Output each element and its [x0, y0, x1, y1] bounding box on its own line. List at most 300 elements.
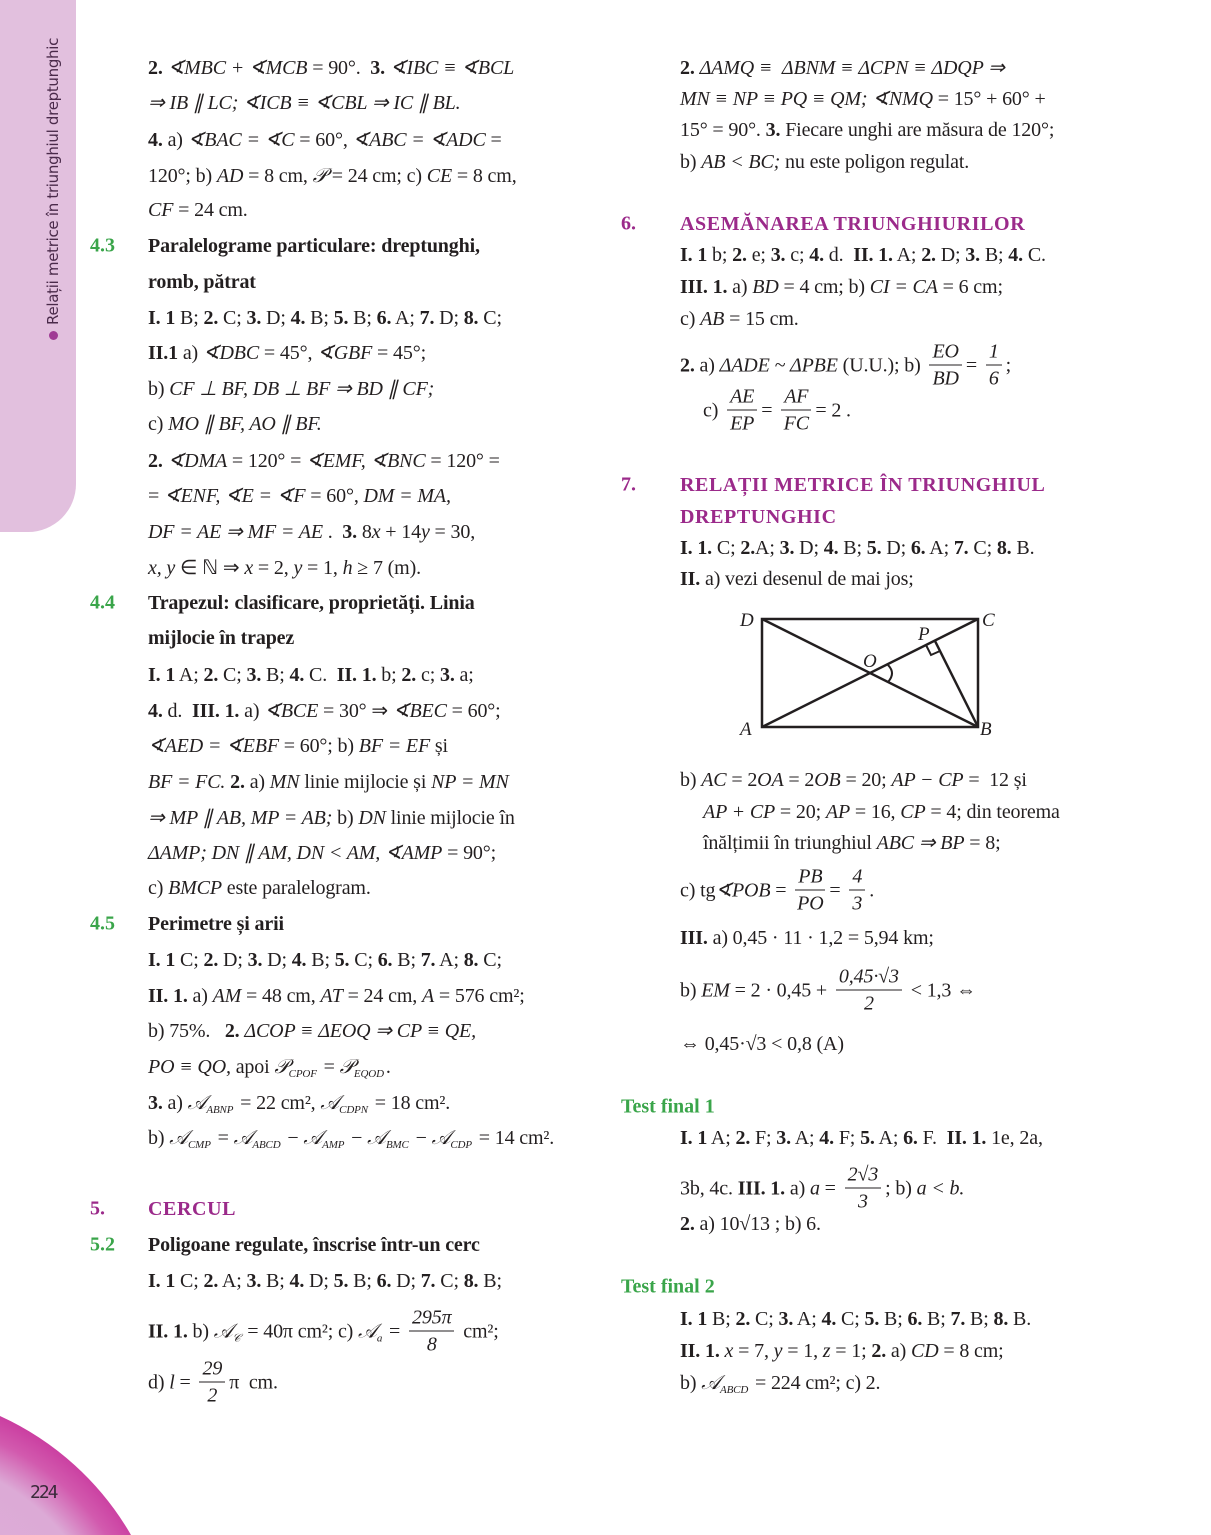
section-heading: Test final 2	[621, 1275, 715, 1298]
text-run: = 30,	[429, 521, 476, 543]
bold-run: 4.	[148, 700, 163, 722]
math-run: AP + CP	[703, 801, 776, 823]
math-run: ∢ENF, ∢E = ∢F	[163, 485, 306, 507]
bold-run: I. 1.	[680, 537, 713, 559]
text-run: = 20;	[775, 801, 826, 823]
bold-run: 2.	[680, 354, 695, 376]
numerator: 1	[986, 339, 1002, 366]
label-o: O	[863, 651, 877, 672]
text-run: D;	[391, 1270, 421, 1292]
answer-line	[148, 663, 474, 687]
answer-line	[148, 198, 248, 222]
text-run: b)	[680, 151, 702, 173]
bold-run: 8.	[996, 537, 1012, 559]
text-run: b)	[332, 807, 359, 829]
text-run: = 8 cm;	[938, 1340, 1004, 1362]
answer-line	[703, 800, 1060, 824]
subscript: CDPN	[339, 1104, 368, 1116]
bold-run: 6.	[377, 949, 393, 971]
section-number: 4.4	[90, 591, 115, 614]
text-run: 15° = 90°.	[680, 119, 766, 141]
subscript: CDP	[450, 1139, 472, 1151]
numerator: AF	[781, 384, 811, 411]
text-run: =	[770, 879, 792, 901]
math-run: ∢BAC = ∢C	[187, 129, 295, 151]
section-title: mijlocie în trapez	[148, 627, 295, 649]
math-run: BD	[752, 276, 779, 298]
math-run: 𝒜	[320, 1092, 340, 1114]
text-run: C;	[218, 664, 247, 686]
denominator: 8	[426, 1333, 437, 1356]
bold-run: 6.	[910, 537, 926, 559]
text-run: = 2	[783, 769, 815, 791]
bold-run: 3.	[246, 664, 262, 686]
text-run: B;	[922, 1308, 951, 1330]
text-run: B;	[306, 949, 335, 971]
text-run: 1e, 2a,	[986, 1127, 1043, 1149]
text-run: c;	[416, 664, 440, 686]
chapter-title: Relații metrice în triunghiul dreptunghic	[44, 37, 62, 325]
text-run: 120°; b)	[148, 165, 217, 187]
answer-line	[680, 1371, 880, 1395]
math-run: AC	[701, 769, 727, 791]
answer-line	[680, 864, 874, 917]
math-run: ⇒ MP ∥ AB, MP = AB;	[148, 807, 333, 829]
text-run: C;	[349, 949, 378, 971]
math-run: l	[169, 1371, 175, 1393]
answer-line	[148, 841, 496, 865]
chapter-tab-label	[44, 38, 62, 340]
text-run: și	[430, 735, 448, 757]
text-run: A;	[175, 664, 204, 686]
text-run: b) 75%.	[148, 1020, 225, 1042]
text-run: = 224 cm²; c) 2.	[750, 1372, 881, 1394]
text-run: = 6 cm;	[937, 276, 1003, 298]
bold-run: 7.	[953, 537, 969, 559]
bold-run: 7.	[419, 307, 435, 329]
bold-run: 2.	[732, 244, 747, 266]
text-run: = 120° =	[227, 450, 307, 472]
answer-line	[680, 1162, 964, 1215]
fraction	[929, 339, 961, 392]
math-run: 𝒜	[431, 1127, 451, 1149]
bold-run: 6.	[903, 1127, 918, 1149]
text-run: = 16,	[850, 801, 901, 823]
math-run: OA	[757, 769, 784, 791]
bold-run: 4.	[291, 949, 307, 971]
math-run: AB < BC;	[701, 151, 781, 173]
answer-line	[680, 1339, 1004, 1363]
text-run: = 20;	[840, 769, 892, 791]
text-run: d.	[823, 244, 854, 266]
numerator: PB	[795, 864, 825, 891]
label-c: C	[982, 610, 995, 631]
bold-run: II. 1.	[336, 664, 377, 686]
text-run: −	[410, 1127, 432, 1149]
page-number: 224	[30, 1482, 57, 1503]
math-run: AT	[320, 985, 343, 1007]
text-run: = 60°; b)	[278, 735, 359, 757]
fraction	[727, 384, 757, 437]
answer-line	[680, 118, 1054, 142]
text-run: .	[869, 879, 875, 901]
text-run: = 18 cm².	[369, 1092, 451, 1114]
answer-line	[703, 831, 1000, 855]
denominator: 2	[863, 992, 874, 1015]
text-run: D;	[881, 537, 911, 559]
subscript: 𝒞	[232, 1332, 241, 1344]
numerator: EO	[929, 339, 961, 366]
bold-run: 5.	[864, 1308, 880, 1330]
math-run: ∢POB	[715, 879, 771, 901]
math-run: DF = AE ⇒ MF = AE	[148, 521, 323, 543]
answer-line	[148, 306, 502, 330]
math-run: x, y	[148, 557, 176, 579]
text-run: a)	[167, 129, 188, 151]
label-d: D	[740, 610, 754, 631]
text-run: = 48 cm,	[241, 985, 321, 1007]
answer-line	[148, 1269, 502, 1293]
subscript: AMP	[322, 1139, 345, 1151]
bold-run: 3.	[246, 1270, 262, 1292]
bold-run: 3.	[776, 1127, 791, 1149]
math-run: 𝒫	[312, 165, 327, 187]
text-run: (U.U.); b)	[837, 354, 926, 376]
bold-run: 5.	[334, 949, 350, 971]
bold-run: 2.	[148, 57, 168, 79]
math-run: ∢EMF, ∢BNC	[306, 450, 426, 472]
bold-run: 4.	[290, 307, 306, 329]
answer-line	[148, 164, 517, 188]
bold-run: 3.	[247, 949, 263, 971]
section-number: 7.	[621, 473, 636, 496]
bold-run: III.	[680, 927, 708, 949]
math-run: ABC ⇒ BP	[876, 832, 965, 854]
bold-run: 2.	[921, 244, 936, 266]
text-run: −	[282, 1127, 304, 1149]
text-run: =	[212, 1127, 234, 1149]
text-run: a) vezi desenul de mai jos;	[700, 568, 914, 590]
text-run: C.	[304, 664, 337, 686]
math-run: CE	[426, 165, 453, 187]
bold-run: 2.	[740, 537, 756, 559]
bold-run: 2.	[203, 664, 219, 686]
bold-run: 4.	[823, 537, 839, 559]
math-run: BF = FC.	[148, 771, 226, 793]
bold-run: 7.	[420, 1270, 436, 1292]
section-heading: Test final 1	[621, 1095, 715, 1118]
bold-run: I. 1	[148, 307, 176, 329]
bold-run: 5.	[860, 1127, 875, 1149]
text-run: a;	[454, 664, 474, 686]
text-run: =	[318, 1056, 340, 1078]
text-run: = 1,	[302, 557, 343, 579]
text-run: nu este poligon regulat.	[780, 151, 970, 173]
bold-run: II.1	[148, 342, 178, 364]
bold-run: 8.	[463, 1270, 479, 1292]
text-run: = 15 cm.	[724, 308, 799, 330]
bold-run: 5.	[333, 1270, 349, 1292]
text-run: C;	[435, 1270, 464, 1292]
math-run: ∢MBC + ∢MCB	[167, 57, 308, 79]
text-run: B;	[965, 1308, 994, 1330]
text-run: b;	[376, 664, 402, 686]
text-run: a)	[162, 1092, 188, 1114]
math-run: 𝒜	[169, 1127, 188, 1149]
subscript: a	[376, 1332, 383, 1344]
text-run: D;	[262, 949, 292, 971]
bold-run: 4.	[289, 1270, 305, 1292]
answer-line	[680, 926, 934, 950]
math-run: ∢ABC = ∢ADC	[352, 129, 486, 151]
answer-line	[680, 87, 1046, 111]
bold-run: 3.	[439, 664, 455, 686]
text-run: a)	[727, 276, 753, 298]
text-run: F.	[917, 1127, 947, 1149]
text-run: = 60°,	[305, 485, 364, 507]
label-p: P	[918, 624, 930, 645]
text-run: A;	[892, 244, 922, 266]
text-run: B;	[261, 664, 290, 686]
math-run: ΔAMQ ≡ ΔBNM ≡ ΔCPN ≡ ΔDQP ⇒	[699, 57, 1005, 79]
bold-run: 2.	[148, 450, 168, 472]
answer-line	[680, 307, 799, 331]
bold-run: 2.	[735, 1308, 751, 1330]
math-run: ∢AED = ∢EBF	[148, 735, 279, 757]
bold-run: 8.	[463, 307, 479, 329]
text-run: B;	[478, 1270, 502, 1292]
bold-run: 7.	[950, 1308, 966, 1330]
text-run: 3b, 4c.	[680, 1177, 738, 1199]
math-run: AM	[212, 985, 242, 1007]
bold-run: 6.	[376, 1270, 392, 1292]
text-run: a)	[785, 1177, 810, 1199]
section-title: Trapezul: clasificare, proprietăți. Linia	[148, 592, 475, 614]
text-run: = 14 cm².	[473, 1127, 555, 1149]
text-run: B;	[879, 1308, 908, 1330]
text-run: = 40π cm²; c)	[242, 1320, 359, 1342]
text-run: linie mijlocie și	[299, 771, 432, 793]
math-run: 𝒫	[339, 1056, 354, 1078]
bullet-icon	[49, 331, 58, 340]
math-run: 𝒜	[367, 1127, 386, 1149]
text-run: b)	[680, 769, 702, 791]
text-run: = 30° ⇒	[318, 700, 393, 722]
label-b: B	[980, 719, 992, 740]
subscript: EQOD	[353, 1068, 384, 1080]
text-run: a) 0,45 · 11 · 1,2 = 5,94 km;	[707, 927, 934, 949]
text-run: F;	[750, 1127, 777, 1149]
bold-run: 3.	[370, 57, 390, 79]
answer-line	[703, 384, 851, 437]
text-run: b)	[680, 1372, 702, 1394]
text-run: = 24 cm,	[342, 985, 422, 1007]
bold-run: III. 1.	[680, 276, 728, 298]
bold-run: II. 1.	[853, 244, 893, 266]
fraction	[781, 384, 811, 437]
bold-run: II. 1.	[680, 1340, 720, 1362]
text-run: = 60°;	[446, 700, 501, 722]
text-run: 8	[357, 521, 372, 543]
text-run: = 45°;	[372, 342, 426, 364]
section-title: CERCUL	[148, 1198, 237, 1220]
text-run: a)	[244, 771, 270, 793]
label-a: A	[740, 719, 752, 740]
subscript: ABNP	[206, 1104, 234, 1116]
math-run: ∢BEC	[392, 700, 447, 722]
section-title: ASEMĂNAREA TRIUNGHIURILOR	[680, 213, 1026, 235]
bold-run: 2.	[680, 57, 700, 79]
math-run: MN ≡ NP ≡ PQ ≡ QM; ∢NMQ	[680, 88, 933, 110]
math-run: x	[244, 557, 254, 579]
math-run: NP = MN	[431, 771, 509, 793]
subscript: ABCD	[720, 1384, 749, 1396]
math-run: AD	[216, 165, 244, 187]
numerator: 295π	[409, 1305, 454, 1332]
text-run: = 90°;	[442, 842, 497, 864]
answer-line	[680, 275, 1003, 299]
text-run: D;	[794, 537, 824, 559]
math-run: a	[809, 1177, 820, 1199]
answer-line	[148, 128, 502, 152]
bold-run: 4.	[148, 129, 168, 151]
text-run: linie mijlocie în	[385, 807, 515, 829]
text-run: =	[829, 879, 846, 901]
text-run: = 60°,	[294, 129, 353, 151]
text-run: B;	[980, 244, 1009, 266]
numerator: 29	[199, 1356, 225, 1383]
perpendicular-bp	[935, 641, 978, 727]
denominator: 2	[207, 1384, 218, 1407]
section-title: Poligoane regulate, înscrise într-un cerc	[148, 1234, 480, 1256]
bold-run: 2.	[203, 949, 219, 971]
text-run: = 1,	[782, 1340, 823, 1362]
text-run: Fiecare unghi are măsura de 120°;	[780, 119, 1055, 141]
math-run: CP	[900, 801, 926, 823]
text-run: B.	[1008, 1308, 1032, 1330]
math-run: AP − CP	[891, 769, 964, 791]
section-title: RELAȚII METRICE ÎN TRIUNGHIUL	[680, 474, 1046, 496]
answer-line	[148, 948, 502, 972]
answer-line	[148, 91, 460, 115]
text-run: c)	[148, 877, 169, 899]
fraction	[986, 339, 1002, 392]
math-run: ⇒ IB ∥ LC; ∢ICB ≡ ∢CBL ⇒ IC ∥ BL.	[148, 92, 461, 114]
math-run: CF ⊥ BF, DB ⊥ BF ⇒ BD ∥ CF;	[169, 378, 435, 400]
text-run: a)	[886, 1340, 911, 1362]
answer-line	[148, 806, 515, 830]
answer-line	[148, 1055, 391, 1079]
answer-line	[148, 876, 371, 900]
text-run: =	[761, 399, 778, 421]
answer-line	[680, 1032, 844, 1056]
math-run: y	[773, 1340, 783, 1362]
text-run: = 45°,	[259, 342, 318, 364]
math-run: EM	[701, 979, 730, 1001]
section-number: 6.	[621, 212, 636, 235]
bold-run: 3.	[778, 1308, 794, 1330]
numerator: 4	[849, 864, 865, 891]
bold-run: 2.	[401, 664, 417, 686]
text-run: = 2	[726, 769, 758, 791]
bold-run: 6.	[907, 1308, 923, 1330]
text-run: =	[174, 1371, 196, 1393]
bold-run: 3.	[148, 1092, 163, 1114]
fraction	[199, 1356, 225, 1409]
answer-line	[148, 1091, 450, 1115]
bold-run: 4.	[819, 1127, 834, 1149]
subscript: ABCD	[252, 1139, 281, 1151]
bold-run: 2.	[735, 1127, 751, 1149]
answer-line	[680, 1212, 821, 1236]
text-run: a)	[177, 342, 203, 364]
bold-run: I. 1	[680, 1127, 708, 1149]
math-run: AP	[825, 801, 851, 823]
text-run: .	[385, 1056, 391, 1078]
denominator: 3	[857, 1190, 868, 1213]
bold-run: I. 1	[680, 1308, 708, 1330]
text-run: C;	[175, 1270, 204, 1292]
math-run: 𝒜	[187, 1092, 207, 1114]
bold-run: 3.	[765, 119, 781, 141]
answer-line	[148, 1126, 554, 1150]
text-run: A;	[391, 307, 420, 329]
bold-run: 2.	[224, 1020, 240, 1042]
text-run: C;	[175, 949, 204, 971]
text-run: = 8;	[964, 832, 1001, 854]
fraction	[409, 1305, 454, 1358]
text-run: B;	[175, 307, 204, 329]
text-run: d)	[148, 1371, 170, 1393]
text-run: = 2,	[253, 557, 294, 579]
math-run: y	[293, 557, 303, 579]
text-run: C;	[478, 949, 502, 971]
answer-line	[148, 449, 500, 473]
section-title: DREPTUNGHIC	[680, 506, 837, 528]
bold-run: I. 1	[148, 949, 176, 971]
bold-run: 4.	[1008, 244, 1023, 266]
text-run: =	[485, 129, 502, 151]
text-run: C;	[712, 537, 741, 559]
text-run: C;	[478, 307, 502, 329]
bold-run: 8.	[463, 949, 479, 971]
text-run: = 15° + 60° +	[932, 88, 1046, 110]
text-run: A;	[874, 1127, 904, 1149]
section-number: 4.3	[90, 234, 115, 257]
bold-run: 3.	[342, 521, 357, 543]
text-run: ∈ ℕ ⇒	[175, 557, 245, 579]
denominator: FC	[783, 412, 809, 435]
math-run: ΔAMP; DN ∥ AM, DN < AM, ∢AMP	[148, 842, 443, 864]
bold-run: 7.	[420, 949, 436, 971]
rectangle-diagram	[730, 600, 1010, 750]
text-run: .	[322, 521, 343, 543]
text-run: = 1;	[830, 1340, 872, 1362]
math-run: h	[342, 557, 353, 579]
text-run: a)	[239, 700, 265, 722]
math-run: ΔCOP ≡ ΔEOQ ⇒ CP ≡ QE,	[244, 1020, 476, 1042]
text-run: b;	[707, 244, 733, 266]
text-run: =	[148, 485, 164, 507]
text-run: este paralelogram.	[221, 877, 371, 899]
math-run: OB	[814, 769, 841, 791]
math-run: 𝒜	[213, 1320, 233, 1342]
section-number: 5.2	[90, 1233, 115, 1256]
bold-run: 8.	[993, 1308, 1009, 1330]
text-run: c;	[785, 244, 810, 266]
answer-line	[680, 1126, 1043, 1150]
math-run: ∢DBC	[202, 342, 260, 364]
